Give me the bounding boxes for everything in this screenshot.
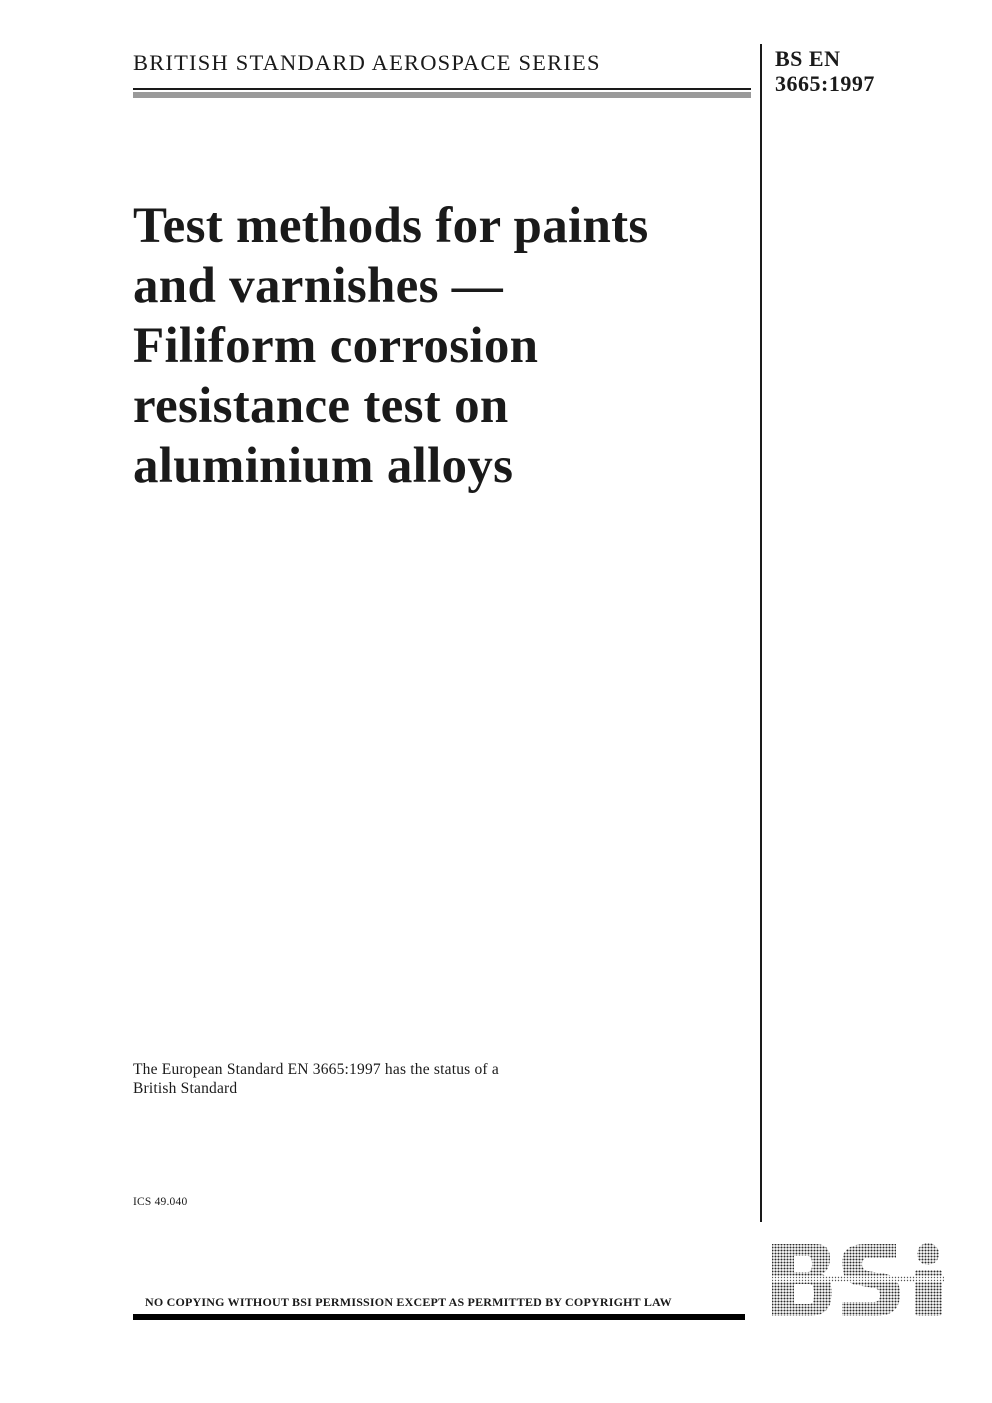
ics-code: ICS 49.040 <box>133 1196 188 1208</box>
title-line: Test methods for paints <box>133 198 649 254</box>
bsi-logo-icon <box>768 1240 948 1322</box>
document-title <box>133 196 753 496</box>
footer-rule <box>133 1314 745 1320</box>
status-statement <box>133 1060 499 1098</box>
series-title: BRITISH STANDARD AEROSPACE SERIES <box>133 50 601 75</box>
title-line: aluminium alloys <box>133 438 514 494</box>
vertical-divider <box>760 44 762 1222</box>
standard-number-line2: 3665:1997 <box>775 71 875 96</box>
header-rule-thin <box>133 88 751 90</box>
status-line: The European Standard EN 3665:1997 has the status of a <box>133 1061 499 1078</box>
standard-number <box>775 46 875 96</box>
copyright-notice: NO COPYING WITHOUT BSI PERMISSION EXCEPT AS PERMITTED BY COPYRIGHT LAW <box>145 1295 672 1309</box>
title-line: and varnishes — <box>133 258 504 314</box>
header-rule-grey <box>133 92 751 98</box>
title-line: Filiform corrosion <box>133 318 539 374</box>
standard-number-line1: BS EN <box>775 46 841 71</box>
status-line: British Standard <box>133 1080 238 1097</box>
title-line: resistance test on <box>133 378 509 434</box>
